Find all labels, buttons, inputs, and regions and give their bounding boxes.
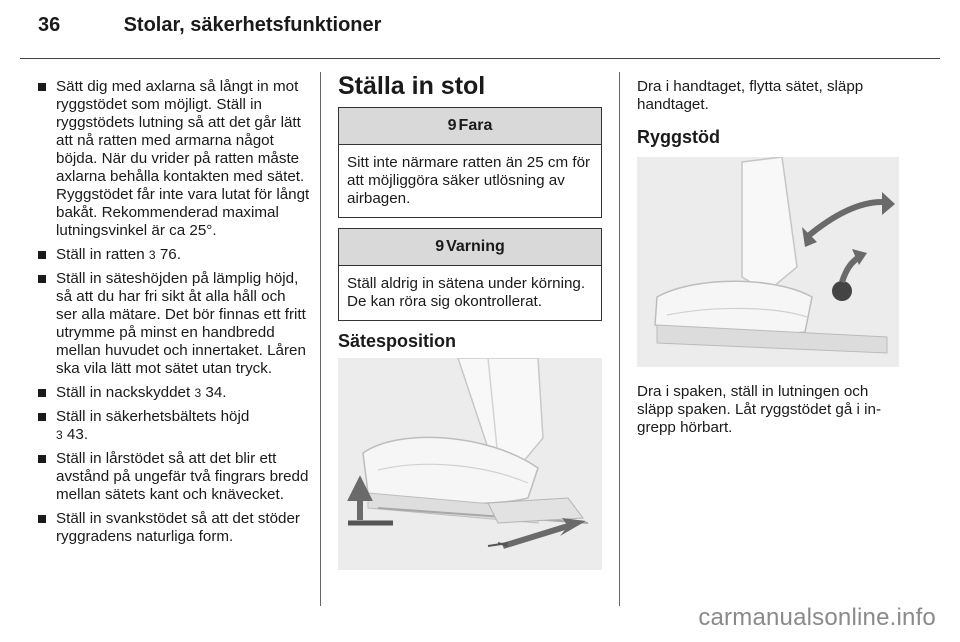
danger-box: [338, 107, 602, 218]
subheading-seat-position: Sätesposition: [338, 331, 457, 351]
danger-text: Sitt inte närmare ratten än 25 cm för att möjliggöra säker utlösning av airbagen.: [347, 154, 591, 207]
list-item: Ställ in svankstödet så att det stöder ryggradens naturliga form.: [38, 510, 310, 546]
ref-arrow-icon: 3: [56, 428, 63, 442]
column-divider-1: [320, 72, 321, 606]
list-item: Ställ in säkerhetsbältets höjd 3 43.: [38, 408, 310, 444]
warning-triangle-icon: 9: [435, 238, 445, 255]
middle-column: [338, 72, 602, 352]
watermark: carmanualsonline.info: [698, 604, 936, 631]
list-item: Sätt dig med axlarna så långt in mot ryggstödet som möjligt. Ställ in ryggstödets lutning så att det går lätt att nå ratten med armarna något böjda. När du vrider på ratten måste axlarna behålla kontakten med sätet. Ryggstödet får inte vara lutat för långt bakåt. Rekommenderad maximal lutningsvinkel är ca 25°.: [38, 78, 310, 240]
danger-title: Fara: [458, 117, 493, 134]
seat-position-illustration: [338, 358, 602, 570]
page-ref-link[interactable]: 34.: [205, 384, 227, 401]
backrest-instruction: Dra i spaken, ställ in lutningen och släpp spaken. Låt ryggstödet gå i ingrepp hörbart.: [637, 383, 881, 436]
list-item: Ställ in säteshöjden på lämplig höjd, så att du har fri sikt åt alla håll och ser alla mätare. Det bör finnas ett fritt utrymme på minst en handbredd mellan huvudet och innertaket. Låren ska vila lätt mot sätet utan tryck.: [38, 270, 310, 378]
page-number: 36: [38, 14, 61, 36]
page-header: [38, 14, 381, 37]
backrest-illustration: [637, 157, 899, 367]
list-item: Ställ in ratten 3 76.: [38, 246, 310, 264]
warning-text: Ställ aldrig in sätena under körning. De kan röra sig okontrollerat.: [347, 275, 586, 310]
header-rule: [20, 58, 940, 59]
warning-triangle-icon: 9: [447, 117, 457, 134]
page-ref-link[interactable]: 76.: [159, 246, 181, 263]
subheading-backrest: Ryggstöd: [637, 127, 720, 147]
left-column: [38, 78, 310, 552]
handle-instruction: Dra i handtaget, flytta sätet, släpp handtaget.: [637, 78, 864, 113]
warning-box: [338, 228, 602, 321]
ref-arrow-icon: 3: [148, 248, 156, 262]
section-heading: Ställa in stol: [338, 72, 486, 100]
column-divider-2: [619, 72, 620, 606]
list-item: Ställ in nackskyddet 3 34.: [38, 384, 310, 402]
list-item: Ställ in lårstödet så att det blir ett avstånd på ungefär två fingrars bredd mellan sätets kant och knävecket.: [38, 450, 310, 504]
ref-arrow-icon: 3: [194, 386, 202, 400]
page-ref-link[interactable]: 43.: [66, 426, 89, 443]
page-title: Stolar, säkerhetsfunktioner: [123, 14, 382, 36]
right-column: [637, 78, 903, 146]
warning-title: Varning: [446, 238, 505, 255]
